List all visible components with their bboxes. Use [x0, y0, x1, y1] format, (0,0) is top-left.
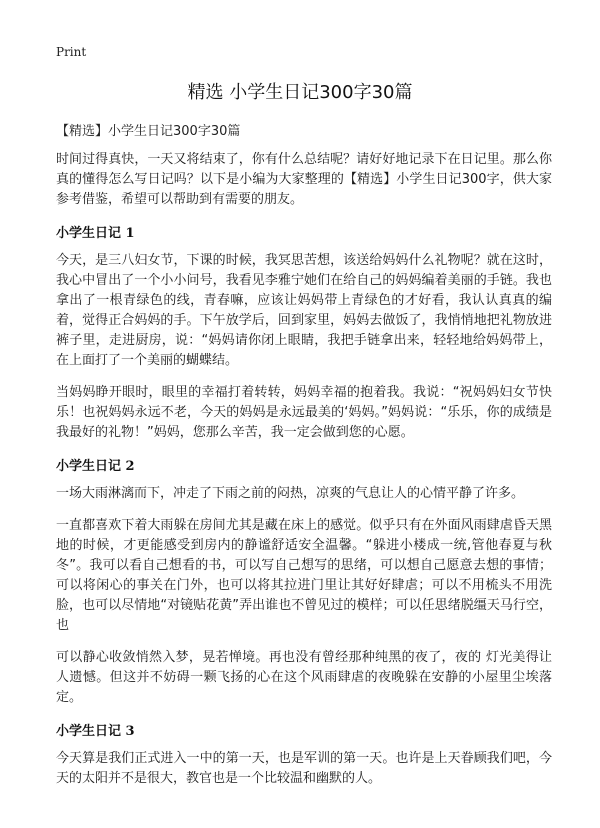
subtitle: 【精选】小学生日记300字30篇	[56, 124, 241, 139]
print-link[interactable]: Print	[56, 45, 87, 59]
intro-paragraph: 时间过得真快，一天又将结束了，你有什么总结呢？请好好地记录下在日记里。那么你真的懂得怎么写日记吗？以下是小编为大家整理的【精选】小学生日记300字，供大家参考借鉴，希望可以帮助到有需要的朋友。	[56, 152, 552, 207]
section-1-paragraph-1: 今天，是三八妇女节，下课的时候，我冥思苦想，该送给妈妈什么礼物呢？就在这时，我心中冒出了一个小小问号，我看见李雅宁她们在给自己的妈妈编着美丽的手链。我也拿出了一根青绿色的线，青春嘛，应该让妈妈带上青绿色的才好看，我认认真真的编着，觉得正合妈妈的手。下午放学后，回到家里，妈妈去做饭了，我悄悄地把礼物放进裤子里，走进厨房，说：“妈妈请你闭上眼睛，我把手链拿出来，轻轻地给妈妈带上，在上面打了一个美丽的蝴蝶结。	[56, 253, 552, 368]
section-heading-2: 小学生日记 2	[56, 459, 135, 474]
section-heading-1: 小学生日记 1	[56, 226, 135, 241]
section-heading-3: 小学生日记 3	[56, 724, 135, 739]
section-2-paragraph-1: 一场大雨淋漓而下，冲走了下雨之前的闷热，凉爽的气息让人的心情平静了许多。	[56, 486, 525, 501]
page-title: 精选 小学生日记300字30篇	[187, 82, 413, 103]
section-2-paragraph-3: 可以静心收敛悄然入梦，晃若惮境。再也没有曾经那种纯黑的夜了，夜的 灯光美得让人遗憾。但这并不妨碍一颗飞扬的心在这个风雨肆虐的夜晚躲在安静的小屋里尘埃落定。	[56, 650, 552, 705]
section-1-paragraph-2: 当妈妈睁开眼时，眼里的幸福打着转转，妈妈幸福的抱着我。我说：“祝妈妈妇女节快乐！也祝妈妈永远不老，今天的妈妈是永远最美的‘妈妈。”妈妈说：“乐乐，你的成绩是我最好的礼物！”妈妈，您那么辛苦，我一定会做到您的心愿。	[56, 385, 552, 440]
section-3-paragraph-1: 今天算是我们正式进入一中的第一天，也是军训的第一天。也许是上天眷顾我们吧，今天的太阳并不是很大，教官也是一个比较温和幽默的人。	[56, 751, 552, 786]
section-2-paragraph-2: 一直都喜欢下着大雨躲在房间尤其是藏在床上的感觉。似乎只有在外面风雨肆虐昏天黑地的时候，才更能感受到房内的静谧舒适安全温馨。“躲进小楼成一统,管他春夏与秋冬”。我可以看自己想看的书，可以写自己想写的思绪，可以想自己愿意去想的事情；可以将闲心的事关在门外，也可以将其拉进门里让其好好肆虐；可以不用梳头不用洗脸，也可以尽情地“对镜贴花黄”弄出谁也不曾见过的模样；可以任思绪脱缰天马行空，也	[56, 518, 552, 633]
article-body	[56, 150, 552, 801]
